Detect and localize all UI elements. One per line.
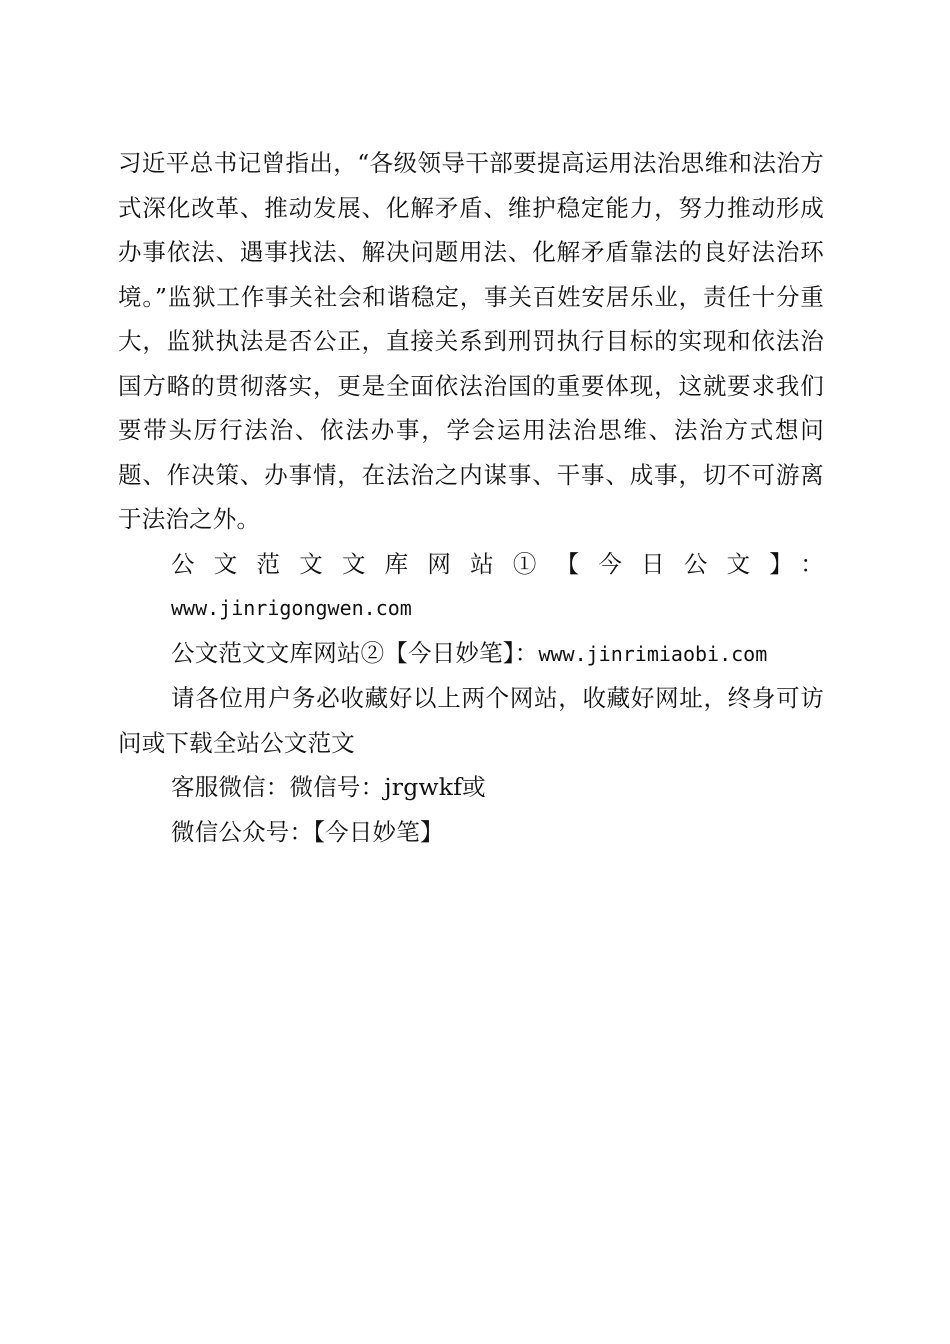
notice-paragraph: 请各位用户务必收藏好以上两个网站，收藏好网址，终身可访问或下载全站公文范文 xyxy=(118,684,824,757)
site2-label: 公文范文文库网站②【今日妙笔】： xyxy=(171,638,539,667)
site1-paragraph xyxy=(118,542,824,631)
site1-url[interactable]: www.jinrigongwen.com xyxy=(171,596,412,620)
official-account: 微信公众号：【今日妙笔】 xyxy=(171,817,444,846)
body-paragraph: 习近平总书记曾指出，“各级领导干部要提高运用法治思维和法治方式深化改革、推动发展、化解矛盾、维护稳定能力，努力推动形成办事依法、遇事找法、解决问题用法、化解矛盾靠法的良好法治环境。”监狱工作事关社会和谐稳定，事关百姓安居乐业，责任十分重大，监狱执法是否公正，直接关系到刑罚执行目标的实现和依法治国方略的贯彻落实，更是全面依法治国的重要体现，这就要求我们要带头厉行法治、依法办事，学会运用法治思维、法治方式想问题、作决策、办事情，在法治之内谋事、干事、成事，切不可游离于法治之外。 xyxy=(118,149,824,533)
site1-label: 公文范文文库网站①【今日公文】： xyxy=(171,549,824,578)
document-page xyxy=(118,141,824,854)
site2-paragraph xyxy=(118,631,824,677)
site2-url[interactable]: www.jinrimiaobi.com xyxy=(538,641,768,666)
service-wechat: 客服微信：微信号：jrgwkf或 xyxy=(171,773,486,801)
